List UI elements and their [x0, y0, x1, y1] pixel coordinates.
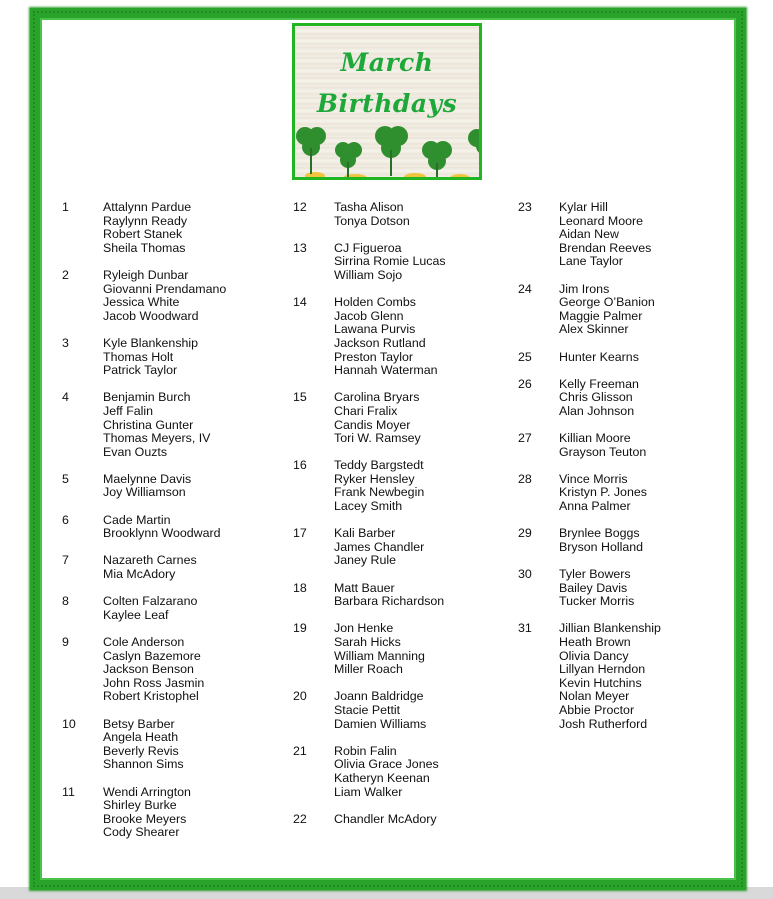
birthday-entry	[62, 514, 272, 541]
day-number: 20	[293, 689, 307, 704]
day-number: 18	[293, 580, 307, 595]
person-name: Beverly Revis	[103, 743, 179, 758]
shamrock-icon	[296, 127, 326, 174]
name-list	[334, 391, 503, 445]
person-name: Katheryn Keenan	[334, 770, 430, 785]
day-number: 23	[518, 200, 532, 214]
person-name: Tasha Alison	[334, 200, 404, 214]
person-name: Benjamin Burch	[103, 390, 191, 405]
name-list	[559, 473, 718, 514]
day-number: 29	[518, 526, 532, 541]
day-number: 17	[293, 526, 307, 541]
birthday-entry	[293, 690, 503, 731]
person-name: Abbie Proctor	[559, 702, 635, 717]
shamrock-icon	[422, 141, 452, 179]
person-name: Jon Henke	[334, 621, 394, 636]
birthday-entry	[62, 337, 272, 378]
birthday-entry	[62, 554, 272, 581]
birthday-entry	[62, 595, 272, 622]
name-list	[103, 786, 272, 840]
day-number: 11	[62, 784, 75, 799]
person-name: Attalynn Pardue	[103, 200, 192, 214]
day-number: 22	[293, 811, 307, 826]
birthday-entry	[62, 269, 272, 323]
person-name: John Ross Jasmin	[103, 675, 205, 690]
day-number: 4	[62, 390, 69, 405]
day-number: 9	[62, 635, 69, 649]
person-name: Ryleigh Dunbar	[103, 267, 189, 282]
day-number: 6	[62, 512, 69, 527]
person-name: Lawana Purvis	[334, 322, 416, 337]
person-name: Brendan Reeves	[559, 240, 652, 255]
birthday-entry	[293, 201, 503, 228]
name-list	[334, 201, 503, 228]
name-list	[334, 459, 503, 513]
person-name: Hannah Waterman	[334, 363, 438, 378]
person-name: Brooklynn Woodward	[103, 526, 221, 541]
person-name: Jessica White	[103, 295, 180, 310]
day-number: 21	[293, 743, 307, 758]
name-list	[559, 527, 718, 554]
person-name: Tonya Dotson	[334, 213, 410, 228]
birthday-entry	[293, 391, 503, 445]
name-list	[103, 337, 272, 378]
name-list	[334, 813, 503, 827]
birthday-entry	[62, 786, 272, 840]
person-name: Wendi Arrington	[103, 784, 191, 799]
person-name: Maggie Palmer	[559, 308, 643, 323]
person-name: Tori W. Ramsey	[334, 431, 421, 446]
person-name: Tucker Morris	[559, 594, 635, 609]
title-march: March	[340, 48, 434, 77]
birthday-column-1	[62, 201, 272, 854]
day-number: 8	[62, 594, 69, 609]
person-name: Jacob Glenn	[334, 308, 404, 323]
person-name: Vince Morris	[559, 471, 628, 486]
name-list	[559, 283, 718, 337]
person-name: Aidan New	[559, 227, 619, 242]
name-list	[103, 201, 272, 255]
person-name: Lane Taylor	[559, 254, 623, 269]
name-list	[334, 690, 503, 731]
person-name: Ryker Hensley	[334, 471, 415, 486]
person-name: Heath Brown	[559, 635, 631, 649]
person-name: Jim Irons	[559, 281, 610, 296]
person-name: Kristyn P. Jones	[559, 485, 647, 500]
birthday-entry	[293, 242, 503, 283]
name-list	[103, 473, 272, 500]
day-number: 12	[293, 200, 307, 214]
person-name: Kelly Freeman	[559, 376, 639, 391]
person-name: Chandler McAdory	[334, 811, 437, 826]
day-number: 30	[518, 567, 532, 582]
person-name: Joy Williamson	[103, 485, 186, 500]
person-name: Maelynne Davis	[103, 471, 192, 486]
day-number: 25	[518, 349, 532, 364]
person-name: Raylynn Ready	[103, 213, 188, 228]
day-number: 28	[518, 471, 532, 486]
person-name: Thomas Meyers, IV	[103, 431, 211, 446]
person-name: Shannon Sims	[103, 757, 184, 772]
person-name: Brynlee Boggs	[559, 526, 640, 541]
person-name: Teddy Bargstedt	[334, 458, 424, 473]
name-list	[103, 391, 272, 459]
person-name: William Manning	[334, 648, 425, 663]
person-name: Thomas Holt	[103, 349, 174, 364]
name-list	[334, 527, 503, 568]
day-number: 3	[62, 335, 69, 350]
birthday-entry	[293, 296, 503, 378]
name-list	[559, 622, 718, 731]
birthday-entry	[518, 527, 718, 554]
person-name: Sheila Thomas	[103, 240, 186, 255]
person-name: Josh Rutherford	[559, 716, 648, 731]
birthday-entry	[293, 527, 503, 568]
person-name: Christina Gunter	[103, 417, 194, 432]
person-name: Carolina Bryars	[334, 390, 420, 405]
birthday-entry	[62, 201, 272, 255]
person-name: Patrick Taylor	[103, 363, 178, 378]
person-name: Bailey Davis	[559, 580, 628, 595]
person-name: Kevin Hutchins	[559, 675, 642, 690]
day-number: 10	[62, 716, 76, 731]
birthday-entry	[293, 622, 503, 676]
day-number: 13	[293, 240, 307, 255]
birthday-entry	[518, 201, 718, 269]
birthday-column-2	[293, 201, 503, 840]
person-name: Nolan Meyer	[559, 689, 630, 704]
person-name: Sirrina Romie Lucas	[334, 254, 446, 269]
day-number: 27	[518, 431, 532, 446]
day-number: 14	[293, 295, 307, 310]
person-name: Damien Williams	[334, 716, 427, 731]
person-name: Chari Fralix	[334, 403, 398, 418]
person-name: Liam Walker	[334, 784, 403, 799]
person-name: Olivia Dancy	[559, 648, 629, 663]
person-name: Colten Falzarano	[103, 594, 198, 609]
person-name: Angela Heath	[103, 730, 179, 745]
person-name: Lacey Smith	[334, 499, 403, 514]
name-list	[334, 242, 503, 283]
person-name: Miller Roach	[334, 662, 403, 677]
person-name: Kaylee Leaf	[103, 607, 169, 622]
person-name: Betsy Barber	[103, 716, 175, 731]
day-number: 7	[62, 553, 69, 568]
name-list	[559, 568, 718, 609]
person-name: Matt Bauer	[334, 580, 395, 595]
person-name: Anna Palmer	[559, 499, 631, 514]
person-name: Candis Moyer	[334, 417, 411, 432]
day-number: 31	[518, 621, 532, 636]
birthday-entry	[293, 745, 503, 799]
birthday-entry	[518, 432, 718, 459]
person-name: William Sojo	[334, 267, 403, 282]
name-list	[334, 296, 503, 378]
person-name: Bryson Holland	[559, 539, 644, 554]
day-number: 15	[293, 390, 307, 405]
shamrock-icon	[375, 126, 408, 176]
person-name: Jillian Blankenship	[559, 621, 661, 636]
name-list	[334, 622, 503, 676]
day-number: 5	[62, 471, 69, 486]
name-list	[559, 378, 718, 419]
person-name: Brooke Meyers	[103, 811, 187, 826]
person-name: Janey Rule	[334, 553, 396, 568]
birthday-entry	[293, 459, 503, 513]
birthday-entry	[62, 391, 272, 459]
birthday-column-3	[518, 201, 718, 745]
person-name: Kylar Hill	[559, 200, 608, 214]
person-name: Leonard Moore	[559, 213, 644, 228]
person-name: Alan Johnson	[559, 403, 635, 418]
person-name: Jeff Falin	[103, 403, 154, 418]
person-name: CJ Figueroa	[334, 240, 402, 255]
name-list	[103, 718, 272, 772]
person-name: Preston Taylor	[334, 349, 413, 364]
person-name: Alex Skinner	[559, 322, 629, 337]
person-name: Stacie Pettit	[334, 702, 401, 717]
name-list	[103, 514, 272, 541]
person-name: Lillyan Herndon	[559, 662, 646, 677]
person-name: Kyle Blankenship	[103, 335, 199, 350]
person-name: Jacob Woodward	[103, 308, 199, 323]
person-name: Shirley Burke	[103, 798, 177, 813]
header-banner	[292, 23, 482, 180]
person-name: Sarah Hicks	[334, 635, 401, 649]
birthday-entry	[518, 283, 718, 337]
person-name: Barbara Richardson	[334, 594, 445, 609]
person-name: George O’Banion	[559, 295, 655, 310]
birthday-entry	[62, 718, 272, 772]
person-name: Jackson Benson	[103, 662, 194, 677]
person-name: Olivia Grace Jones	[334, 757, 439, 772]
birthday-entry	[518, 378, 718, 419]
birthday-entry	[518, 473, 718, 514]
person-name: Evan Ouzts	[103, 444, 168, 459]
name-list	[103, 269, 272, 323]
person-name: Nazareth Carnes	[103, 553, 197, 568]
birthday-entry	[62, 636, 272, 704]
name-list	[559, 351, 718, 365]
shamrock-icon	[468, 129, 482, 155]
name-list	[334, 745, 503, 799]
person-name: Chris Glisson	[559, 390, 633, 405]
person-name: Robin Falin	[334, 743, 397, 758]
person-name: Kali Barber	[334, 526, 396, 541]
birthday-entry	[62, 473, 272, 500]
birthday-entry	[518, 568, 718, 609]
person-name: Hunter Kearns	[559, 349, 639, 364]
name-list	[103, 595, 272, 622]
day-number: 26	[518, 376, 532, 391]
day-number: 2	[62, 267, 69, 282]
day-number: 19	[293, 621, 307, 636]
person-name: James Chandler	[334, 539, 425, 554]
person-name: Killian Moore	[559, 431, 631, 446]
birthday-entry	[293, 582, 503, 609]
birthday-entry	[293, 813, 503, 827]
person-name: Cole Anderson	[103, 635, 185, 649]
name-list	[559, 201, 718, 269]
person-name: Robert Kristophel	[103, 689, 199, 704]
name-list	[103, 554, 272, 581]
person-name: Holden Combs	[334, 295, 416, 310]
name-list	[103, 636, 272, 704]
person-name: Tyler Bowers	[559, 567, 631, 582]
person-name: Cody Shearer	[103, 825, 180, 840]
name-list	[334, 582, 503, 609]
name-list	[559, 432, 718, 459]
day-number: 1	[62, 200, 69, 214]
day-number: 16	[293, 458, 307, 473]
person-name: Robert Stanek	[103, 227, 183, 242]
person-name: Caslyn Bazemore	[103, 648, 201, 663]
birthday-entry	[518, 622, 718, 731]
title-birthdays: Birthdays	[316, 89, 458, 118]
person-name: Jackson Rutland	[334, 335, 426, 350]
person-name: Frank Newbegin	[334, 485, 425, 500]
person-name: Mia McAdory	[103, 567, 176, 582]
person-name: Grayson Teuton	[559, 444, 647, 459]
person-name: Joann Baldridge	[334, 689, 424, 704]
person-name: Cade Martin	[103, 512, 171, 527]
birthday-entry	[518, 351, 718, 365]
day-number: 24	[518, 281, 532, 296]
person-name: Giovanni Prendamano	[103, 281, 227, 296]
